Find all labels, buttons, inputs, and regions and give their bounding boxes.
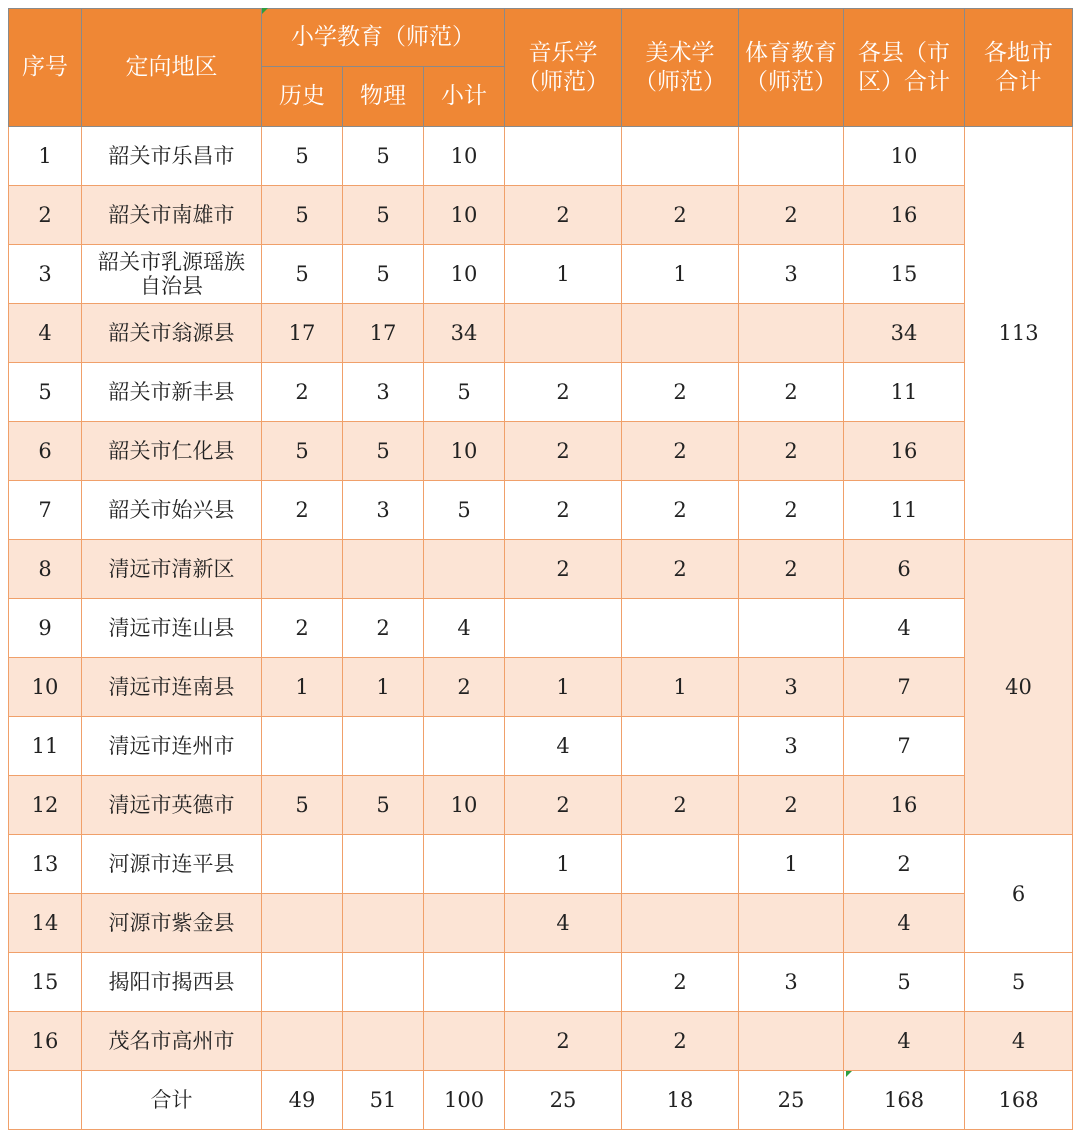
cell-no: 3: [9, 245, 82, 304]
header-art: [622, 9, 739, 127]
cell-subtotal: [424, 835, 505, 894]
cell-city-total: 5: [965, 953, 1073, 1012]
cell-county-total: 16: [844, 186, 965, 245]
cell-no: 9: [9, 599, 82, 658]
cell-no: 5: [9, 363, 82, 422]
total-label: 合计: [82, 1071, 262, 1130]
cell-city-total: 40: [965, 540, 1073, 835]
cell-history: 5: [262, 776, 343, 835]
cell-physics: 5: [343, 127, 424, 186]
cell-no: 16: [9, 1012, 82, 1071]
table-row: [9, 953, 1073, 1012]
total-city-total: 168: [965, 1071, 1073, 1130]
cell-physics: [343, 540, 424, 599]
cell-history: [262, 835, 343, 894]
cell-art: 1: [622, 658, 739, 717]
cell-music: [505, 953, 622, 1012]
cell-music: [505, 304, 622, 363]
cell-no: 4: [9, 304, 82, 363]
cell-county-total: 7: [844, 658, 965, 717]
cell-subtotal: 10: [424, 422, 505, 481]
cell-music: [505, 599, 622, 658]
table-row: [9, 599, 1073, 658]
cell-subtotal: [424, 540, 505, 599]
cell-subtotal: [424, 1012, 505, 1071]
cell-art: 2: [622, 481, 739, 540]
cell-history: 17: [262, 304, 343, 363]
total-art: 18: [622, 1071, 739, 1130]
table-row: [9, 1012, 1073, 1071]
cell-history: [262, 894, 343, 953]
cell-music: 1: [505, 835, 622, 894]
quota-table: [8, 8, 1073, 1130]
total-music: 25: [505, 1071, 622, 1130]
cell-county-total: 34: [844, 304, 965, 363]
cell-pe: 1: [739, 835, 844, 894]
cell-history: 2: [262, 481, 343, 540]
cell-history: [262, 717, 343, 776]
cell-physics: [343, 1012, 424, 1071]
cell-pe: 2: [739, 481, 844, 540]
cell-pe: 2: [739, 422, 844, 481]
cell-art: 2: [622, 540, 739, 599]
table-row: [9, 363, 1073, 422]
cell-region: 韶关市新丰县: [82, 363, 262, 422]
cell-physics: 2: [343, 599, 424, 658]
cell-art: 2: [622, 953, 739, 1012]
header-subtotal: 小计: [424, 67, 505, 127]
cell-no: 8: [9, 540, 82, 599]
cell-physics: 5: [343, 245, 424, 304]
cell-subtotal: 2: [424, 658, 505, 717]
cell-music: 2: [505, 363, 622, 422]
cell-music: 2: [505, 1012, 622, 1071]
header-art-label: 美术学（师范）: [634, 39, 727, 95]
cell-art: [622, 894, 739, 953]
cell-county-total: 11: [844, 481, 965, 540]
cell-subtotal: 10: [424, 127, 505, 186]
cell-pe: 3: [739, 953, 844, 1012]
cell-no: 6: [9, 422, 82, 481]
cell-county-total: 5: [844, 953, 965, 1012]
cell-music: 4: [505, 717, 622, 776]
cell-art: 2: [622, 1012, 739, 1071]
cell-region: 韶关市乳源瑶族自治县: [82, 245, 262, 304]
cell-county-total: 4: [844, 599, 965, 658]
cell-art: [622, 599, 739, 658]
cell-music: 4: [505, 894, 622, 953]
cell-art: 2: [622, 186, 739, 245]
cell-region: 韶关市始兴县: [82, 481, 262, 540]
cell-no: 15: [9, 953, 82, 1012]
cell-pe: [739, 1012, 844, 1071]
cell-physics: [343, 953, 424, 1012]
cell-no: 2: [9, 186, 82, 245]
header-music-label: 音乐学（师范）: [517, 39, 610, 95]
cell-region: 韶关市仁化县: [82, 422, 262, 481]
cell-comment-marker: [846, 1071, 852, 1077]
table-row: [9, 658, 1073, 717]
table-row: [9, 304, 1073, 363]
cell-music: 2: [505, 422, 622, 481]
cell-no: 7: [9, 481, 82, 540]
table-row: [9, 422, 1073, 481]
cell-region: 清远市连南县: [82, 658, 262, 717]
cell-county-total: 15: [844, 245, 965, 304]
cell-no: 1: [9, 127, 82, 186]
cell-county-total: 4: [844, 894, 965, 953]
cell-pe: [739, 894, 844, 953]
cell-region: 茂名市高州市: [82, 1012, 262, 1071]
cell-county-total: 11: [844, 363, 965, 422]
total-row: [9, 1071, 1073, 1130]
cell-subtotal: [424, 717, 505, 776]
header-index: 序号: [9, 9, 82, 127]
table-row: [9, 835, 1073, 894]
cell-region: 河源市连平县: [82, 835, 262, 894]
cell-music: 2: [505, 776, 622, 835]
cell-history: 5: [262, 186, 343, 245]
table-row: [9, 717, 1073, 776]
cell-physics: 3: [343, 363, 424, 422]
cell-pe: 2: [739, 363, 844, 422]
cell-physics: 5: [343, 422, 424, 481]
cell-music: 1: [505, 658, 622, 717]
cell-subtotal: 10: [424, 776, 505, 835]
cell-pe: 2: [739, 186, 844, 245]
cell-county-total: 7: [844, 717, 965, 776]
table-row: [9, 127, 1073, 186]
cell-art: [622, 304, 739, 363]
cell-pe: 3: [739, 658, 844, 717]
cell-art: [622, 127, 739, 186]
table-row: [9, 776, 1073, 835]
cell-music: 2: [505, 481, 622, 540]
cell-art: 2: [622, 422, 739, 481]
cell-physics: [343, 835, 424, 894]
table-row: [9, 481, 1073, 540]
table-row: [9, 186, 1073, 245]
cell-art: [622, 717, 739, 776]
cell-city-total: 6: [965, 835, 1073, 953]
cell-region: 揭阳市揭西县: [82, 953, 262, 1012]
cell-county-total: 4: [844, 1012, 965, 1071]
cell-history: [262, 540, 343, 599]
table-row: [9, 540, 1073, 599]
cell-physics: 3: [343, 481, 424, 540]
cell-physics: 17: [343, 304, 424, 363]
cell-county-total: 10: [844, 127, 965, 186]
cell-history: 5: [262, 245, 343, 304]
cell-city-total: 4: [965, 1012, 1073, 1071]
cell-physics: [343, 894, 424, 953]
cell-history: 5: [262, 422, 343, 481]
cell-county-total: 16: [844, 422, 965, 481]
cell-subtotal: 5: [424, 363, 505, 422]
total-empty-cell: [9, 1071, 82, 1130]
total-pe: 25: [739, 1071, 844, 1130]
cell-region: 清远市清新区: [82, 540, 262, 599]
cell-history: 1: [262, 658, 343, 717]
header-pe-label: 体育教育（师范）: [745, 39, 838, 95]
cell-pe: 3: [739, 245, 844, 304]
table-header: [9, 9, 1073, 127]
cell-county-total: 6: [844, 540, 965, 599]
cell-art: 2: [622, 776, 739, 835]
total-county-total: 168: [844, 1071, 965, 1130]
cell-pe: [739, 304, 844, 363]
cell-history: 2: [262, 363, 343, 422]
cell-subtotal: 4: [424, 599, 505, 658]
cell-subtotal: 34: [424, 304, 505, 363]
cell-no: 13: [9, 835, 82, 894]
table-body: [9, 127, 1073, 1130]
cell-subtotal: 10: [424, 245, 505, 304]
cell-history: 2: [262, 599, 343, 658]
cell-physics: 5: [343, 776, 424, 835]
cell-music: 2: [505, 540, 622, 599]
cell-pe: 2: [739, 540, 844, 599]
cell-art: 1: [622, 245, 739, 304]
cell-music: 1: [505, 245, 622, 304]
cell-subtotal: 5: [424, 481, 505, 540]
cell-subtotal: [424, 953, 505, 1012]
table-row: [9, 894, 1073, 953]
cell-no: 14: [9, 894, 82, 953]
cell-pe: 2: [739, 776, 844, 835]
header-pe: [739, 9, 844, 127]
cell-city-total: 113: [965, 127, 1073, 540]
cell-region: 清远市连州市: [82, 717, 262, 776]
cell-physics: 1: [343, 658, 424, 717]
table-row: [9, 245, 1073, 304]
total-physics: 51: [343, 1071, 424, 1130]
cell-no: 11: [9, 717, 82, 776]
cell-subtotal: [424, 894, 505, 953]
cell-region: 韶关市翁源县: [82, 304, 262, 363]
cell-comment-marker: [262, 8, 268, 14]
cell-no: 10: [9, 658, 82, 717]
total-subtotal: 100: [424, 1071, 505, 1130]
cell-region: 清远市连山县: [82, 599, 262, 658]
header-music: [505, 9, 622, 127]
cell-history: [262, 1012, 343, 1071]
cell-history: [262, 953, 343, 1012]
cell-art: 2: [622, 363, 739, 422]
cell-region: 韶关市乐昌市: [82, 127, 262, 186]
cell-region: 韶关市南雄市: [82, 186, 262, 245]
cell-subtotal: 10: [424, 186, 505, 245]
header-region: 定向地区: [82, 9, 262, 127]
cell-art: [622, 835, 739, 894]
header-city-total-label: 各地市合计: [984, 39, 1054, 95]
cell-pe: [739, 127, 844, 186]
header-primary-education: 小学教育（师范）: [262, 9, 505, 67]
header-history: 历史: [262, 67, 343, 127]
cell-region: 清远市英德市: [82, 776, 262, 835]
cell-pe: [739, 599, 844, 658]
cell-county-total: 2: [844, 835, 965, 894]
cell-music: 2: [505, 186, 622, 245]
cell-no: 12: [9, 776, 82, 835]
cell-music: [505, 127, 622, 186]
cell-pe: 3: [739, 717, 844, 776]
cell-physics: [343, 717, 424, 776]
cell-county-total: 16: [844, 776, 965, 835]
header-county-total: [844, 9, 965, 127]
cell-history: 5: [262, 127, 343, 186]
total-history: 49: [262, 1071, 343, 1130]
header-county-total-label: 各县（市区）合计: [858, 39, 951, 95]
cell-region: 河源市紫金县: [82, 894, 262, 953]
header-physics: 物理: [343, 67, 424, 127]
cell-physics: 5: [343, 186, 424, 245]
header-city-total: [965, 9, 1073, 127]
